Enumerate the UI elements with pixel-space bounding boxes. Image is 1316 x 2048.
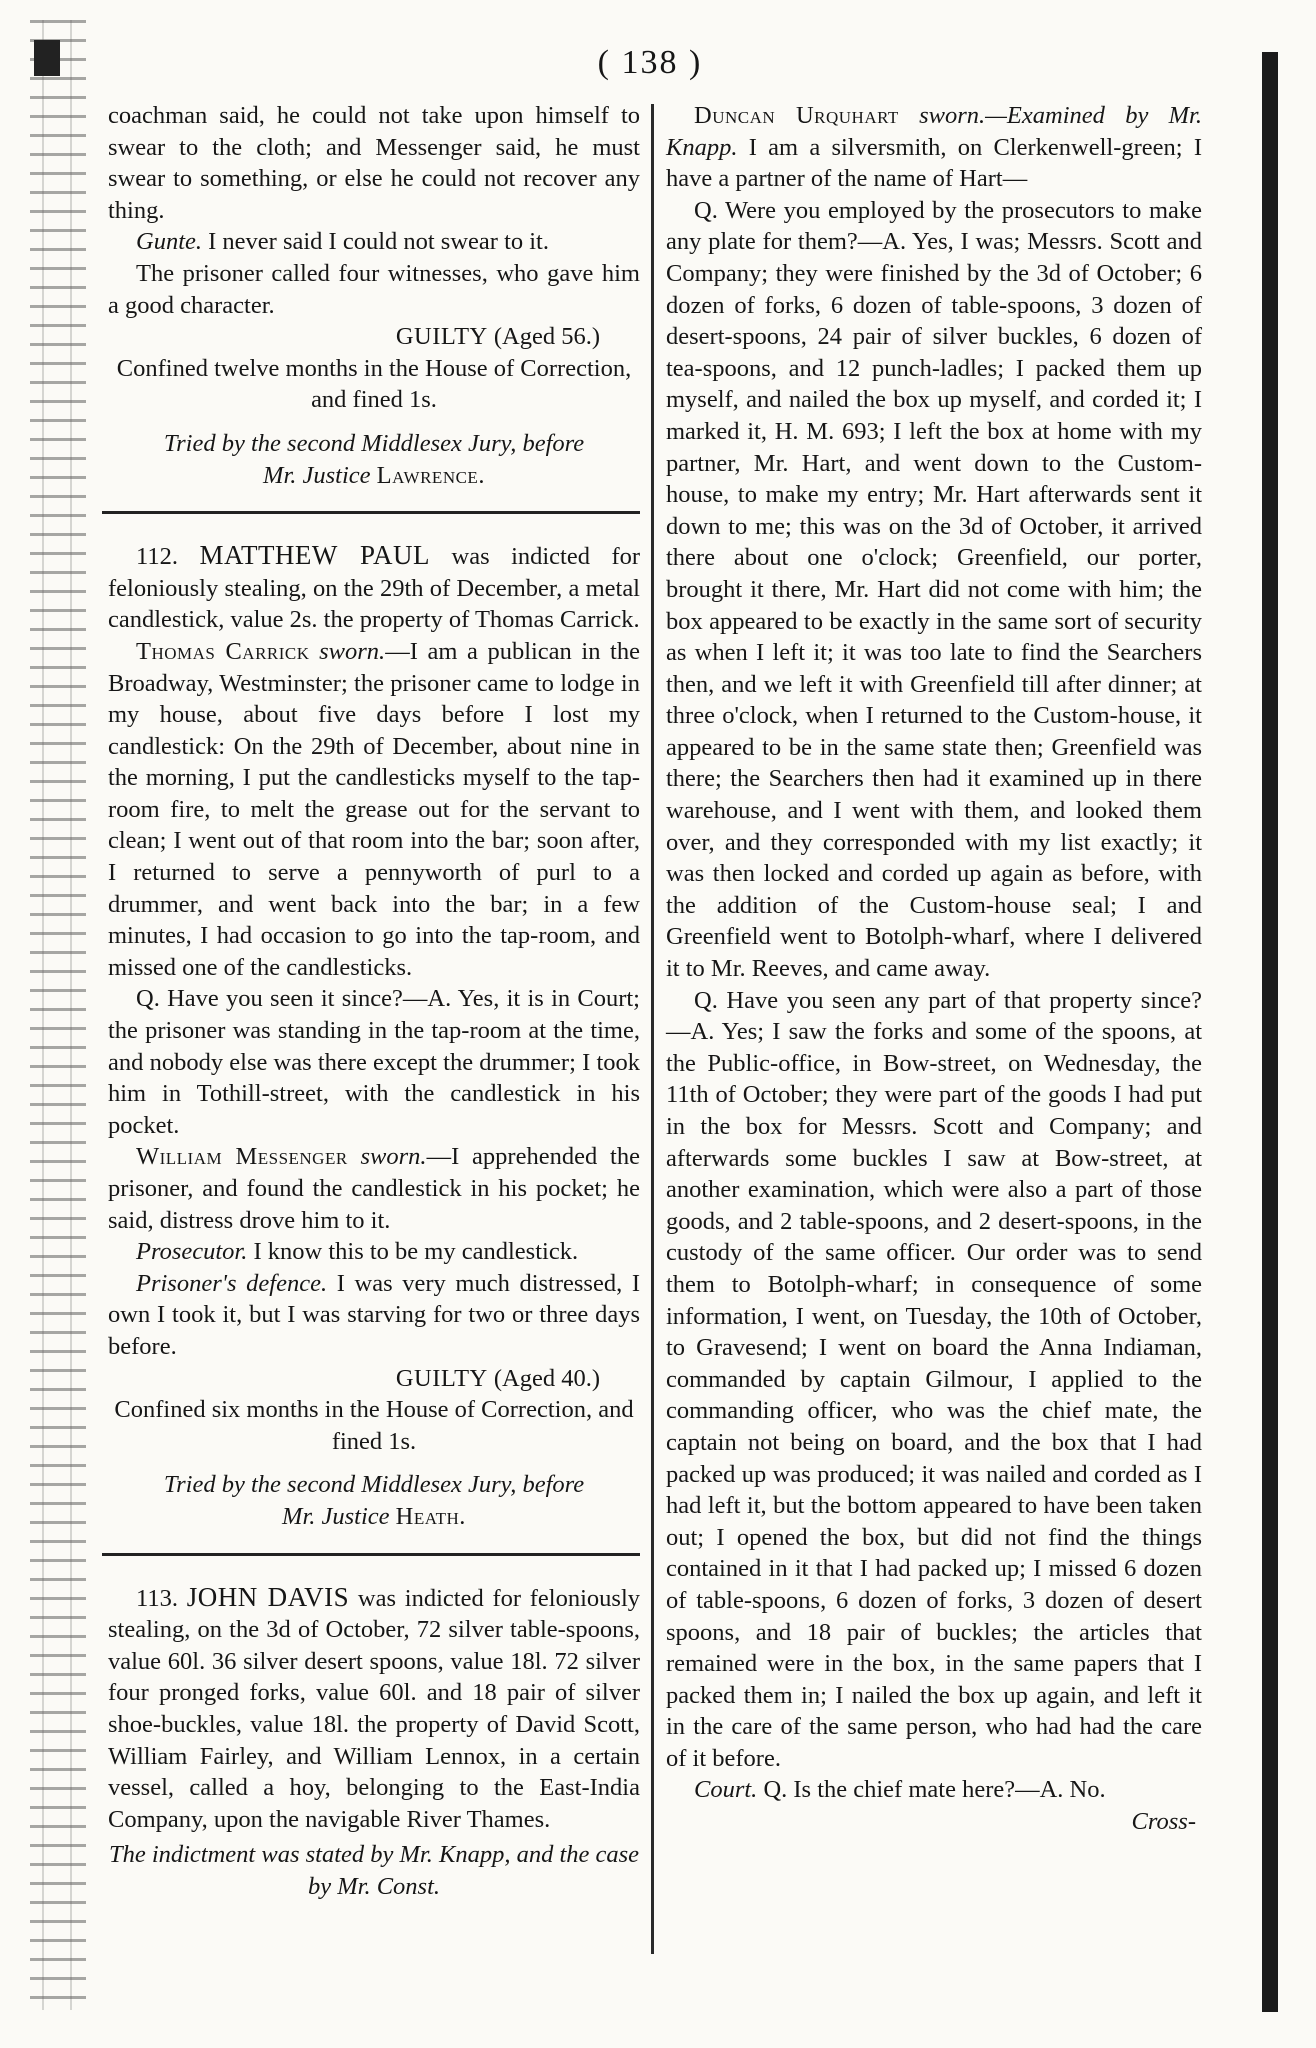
judge-name: Lawrence. <box>376 461 485 489</box>
catchword: Cross- <box>1131 1808 1196 1836</box>
paragraph-gunte <box>108 226 640 258</box>
speaker-text: I was very much distressed, I own I took it, but I was starving for two or three days before. <box>108 1269 641 1360</box>
witness-sworn: sworn.—Examined by Mr. Knapp. <box>666 102 1202 161</box>
tried-by-1 <box>108 428 640 491</box>
speaker-text: Q. Is the chief mate here?—A. No. <box>757 1776 1106 1804</box>
page-right-edge-bar <box>1262 52 1278 2012</box>
question-answer: Q. Were you employed by the prosecutors to make any plate for them?—A. Yes, I was; Messrs. Scott and Company; they were finished by the 3d of October; 6 dozen of forks, 6 dozen of table-spoons, 3 dozen of desert-spoons, 24 pair of silver buckles, 6 dozen of tea-spoons, and 12 punch-ladles; I packed them up myself, and nailed the box up myself, and corded it; I marked it, H. M. 693; I left the box at home with my partner, Mr. Hart, and went down to the Custom-house, to make my entry; Mr. Hart afterwards sent it down to me; this was on the 3d of October, it arrived there about one o'clock; Greenfield, our porter, brought it there, Mr. Hart did not come with him; the box appeared to be exactly in the same sort of security as when I left it; it was too late to find the Searchers then, and we left it with Greenfield till after dinner; at three o'clock, when I returned to the Custom-house, it appeared to be in the same state then; Greenfield was there; the Searchers then had it examined up in there warehouse, and I went with them, and looked them over, and they corresponded with my list exactly; it was then locked and corded up again as before, with the addition of the Custom-house seal; I and Greenfield went to Botolph-wharf, where I delivered it to Mr. Reeves, and came away. <box>666 196 1202 983</box>
case-112-heading <box>108 540 640 636</box>
verdict-age: (Aged 40.) <box>487 1364 600 1392</box>
left-column <box>108 100 640 1902</box>
page-edge-ink-block <box>34 40 60 76</box>
case-charge: was indicted for feloniously stealing, on the 3d of October, 72 silver table-spoons, value 60l. 36 silver desert spoons, value 18l. 72 silver four pronged forks, value 60l. and 18 pair of silver shoe-buckles, value 18l. the property of David Scott, William Fairley, and William Lennox, in a certain vessel, called a hoy, belonging to the East-India Company, upon the navigable River Thames. <box>108 1584 641 1833</box>
tried-judge-prefix: Mr. Justice <box>263 461 377 489</box>
testimony-carrick <box>108 636 640 984</box>
case-number: 112. <box>136 543 178 571</box>
witness-sworn: sworn. <box>309 637 386 665</box>
speaker-text: I never said I could not swear to it. <box>202 228 549 256</box>
court-question <box>666 1774 1202 1806</box>
witness-text: I am a silversmith, on Clerkenwell-green; I have a partner of the name of Hart— <box>666 133 1202 193</box>
witness-name: Duncan Urquhart <box>694 102 899 129</box>
testimony-urquhart <box>666 100 1202 195</box>
verdict-age: (Aged 56.) <box>487 323 600 351</box>
tried-line: Tried by the second Middlesex Jury, before <box>163 429 585 457</box>
judge-name: Heath. <box>395 1502 466 1530</box>
speaker-label: Prisoner's defence. <box>136 1269 328 1297</box>
verdict-1 <box>108 321 640 353</box>
question-answer: Q. Have you seen any part of that property since?—A. Yes; I saw the forks and some of the spoons, at the Public-office, in Bow-street, on Wednesday, the 11th of October; they were part of the goods I had put in the box for Messrs. Scott and Company; and afterwards some buckles I saw at Bow-street, at another examination, which were also a part of those goods, and 2 table-spoons, and 2 desert-spoons, in the custody of the same officer. Our order was to send them to Botolph-wharf; in consequence of some information, I went, on Tuesday, the 10th of October, to Gravesend; I went on board the Anna Indiaman, commanded by captain Gilmour, I applied to the commanding officer, who was the chief mate, the captain not being on board, and the box that I had packed up was produced; it was nailed and corded as I had left it, but the bottom appeared to have been taken out; I opened the box, but did not find the things contained in it that I had packed up; I missed 6 dozen of table-spoons, 6 dozen of forks, 3 dozen of desert spoons, and 18 pair of buckles; the articles that remained were in the box, in the same papers that I packed them in; I nailed the box up again, and left it in the care of the same person, who had had the care of it before. <box>666 986 1202 1772</box>
speaker-label: Prosecutor. <box>136 1238 248 1266</box>
verdict-label: GUILTY <box>395 323 488 351</box>
question-answer: Q. Have you seen it since?—A. Yes, it is in Court; the prisoner was standing in the tap-room at the time, and nobody else was there except the drummer; I took him in Tothill-street, with the candlestick in his pocket. <box>108 985 640 1139</box>
case-charge: was indicted for feloniously stealing, on the 29th of December, a metal candlestick, value 2s. the property of Thomas Carrick. <box>108 543 641 634</box>
speaker-label: Gunte. <box>136 228 202 256</box>
witness-name: William Messenger <box>136 1143 348 1171</box>
defendant-name: JOHN DAVIS <box>186 1581 350 1612</box>
speaker-text: I know this to be my candlestick. <box>247 1238 579 1266</box>
prosecutor-statement <box>108 1236 640 1268</box>
page-edge-scan-marks <box>30 20 86 2010</box>
witness-text: —I am a publican in the Broadway, Westminster; the prisoner came to lodge in my house, about five days before I lost my candlestick: On the 29th of December, about nine in the morning, I put the candlesticks myself to the tap-room fire, to melt the grease out for the servant to clean; I went out of that room into the bar; soon after, I returned to serve a pennyworth of purl to a drummer, and went back into the bar; in a few minutes, I had occasion to go into the tap-room, and missed one of the candlesticks. <box>108 637 640 981</box>
witness-sworn: sworn. <box>347 1143 427 1171</box>
paragraph-coachman: coachman said, he could not take upon himself to swear to the cloth; and Messenger said, he must swear to something, or else he could not recover any thing. <box>108 102 640 224</box>
tried-line: Tried by the second Middlesex Jury, before <box>163 1471 585 1499</box>
case-113-heading <box>108 1582 640 1836</box>
indictment-note: The indictment was stated by Mr. Knapp, and the case by Mr. Const. <box>108 1841 640 1900</box>
defendant-name: MATTHEW PAUL <box>199 540 431 571</box>
speaker-label: Court. <box>694 1776 758 1804</box>
testimony-messenger <box>108 1141 640 1236</box>
right-column <box>666 100 1202 1838</box>
sentence-1: Confined twelve months in the House of Correction, and fined 1s. <box>116 354 632 414</box>
verdict-2 <box>108 1363 640 1395</box>
tried-judge-prefix: Mr. Justice <box>282 1502 396 1530</box>
tried-by-2 <box>108 1469 640 1532</box>
column-divider <box>651 104 654 1954</box>
sentence-2: Confined six months in the House of Correction, and fined 1s. <box>114 1396 634 1455</box>
paragraph-witnesses: The prisoner called four witnesses, who gave him a good character. <box>108 259 640 319</box>
section-divider <box>102 511 640 514</box>
case-number: 113. <box>136 1584 178 1612</box>
witness-name: Thomas Carrick <box>136 637 310 665</box>
section-divider <box>102 1553 640 1556</box>
verdict-label: GUILTY <box>395 1364 488 1392</box>
witness-text: —I apprehended the prisoner, and found the candlestick in his pocket; he said, distress drove him to it. <box>108 1143 640 1234</box>
prisoner-defence <box>108 1268 640 1363</box>
page-number: ( 138 ) <box>597 44 703 81</box>
